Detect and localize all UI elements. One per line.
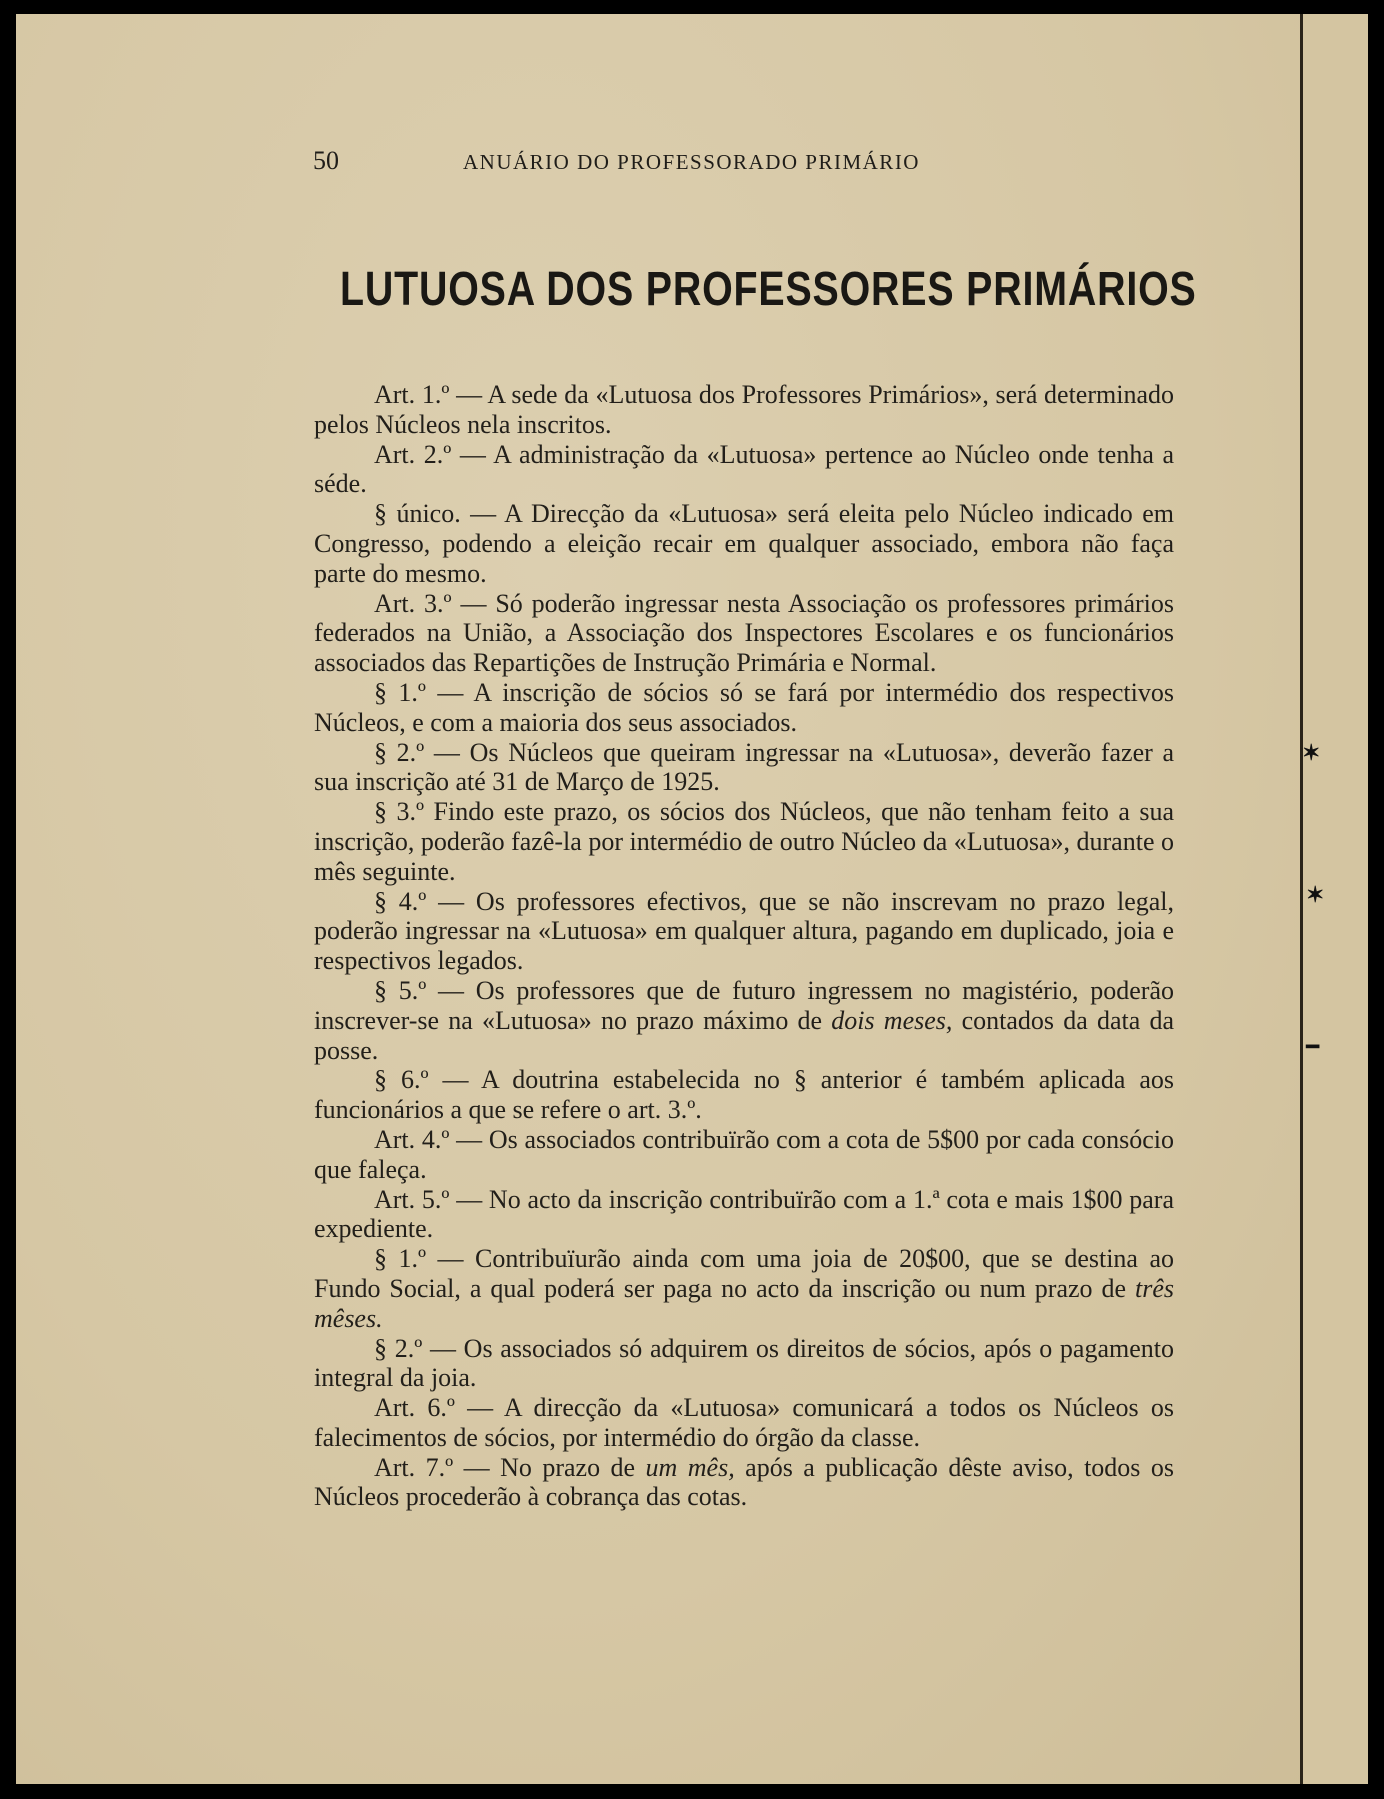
- paragraph: Art. 1.º — A sede da «Lutuosa dos Professores Primários», será determinado pelos Núcleos nela inscritos.: [314, 380, 1174, 439]
- running-title: ANUÁRIO DO PROFESSORADO PRIMÁRIO: [463, 150, 920, 174]
- paragraph: Art. 5.º — No acto da inscrição contribuïrão com a 1.ª cota e mais 1$00 para expediente.: [314, 1184, 1174, 1244]
- paragraph: § 1.º — A inscrição de sócios só se fará por intermédio dos respectivos Núcleos, e com a maioria dos seus associados.: [314, 677, 1174, 737]
- paragraph-text: § 1.º — Contribuïurão ainda com uma joia de 20$00, que se destina ao Fundo Social, a qual poderá ser paga no acto da inscrição ou num prazo de: [314, 1244, 1174, 1303]
- document-title: LUTUOSA DOS PROFESSORES PRIMÁRIOS: [340, 263, 1197, 316]
- paragraph: § único. — A Direcção da «Lutuosa» será eleita pelo Núcleo indicado em Congresso, podendo a eleição recair em qualquer associado, embora não faça parte do mesmo.: [314, 499, 1174, 588]
- paragraph-text: § 5.º — Os professores que de futuro ingressem no magistério, poderão inscrever-se na «Lutuosa» no prazo máximo de: [314, 975, 1174, 1035]
- paragraph: § 2.º — Os associados só adquirem os direitos de sócios, após o pagamento integral da joia.: [314, 1333, 1174, 1393]
- paragraph: [314, 1244, 1174, 1333]
- page-header: [313, 146, 1003, 176]
- paragraph: Art. 2.º — A administração da «Lutuosa» pertence ao Núcleo onde tenha a séde.: [314, 439, 1174, 499]
- paragraph-text: contados da data da posse.: [314, 1005, 1175, 1065]
- page-number: 50: [313, 146, 339, 175]
- paragraph: Art. 6.º — A direcção da «Lutuosa» comunicará a todos os Núcleos os falecimentos de sócios, por intermédio do órgão da classe.: [314, 1393, 1174, 1452]
- margin-mark: ━: [1306, 1034, 1320, 1059]
- paragraph: [314, 976, 1174, 1065]
- margin-mark: ✶: [1302, 740, 1321, 765]
- margin-mark: ✶: [1306, 882, 1325, 907]
- italic-text: um mês,: [645, 1452, 735, 1482]
- paragraph: § 6.º — A doutrina estabelecida no § anterior é também aplicada aos funcionários a que se refere o art. 3.º.: [314, 1065, 1174, 1125]
- paragraph: [314, 1453, 1174, 1513]
- document-body: [314, 380, 1174, 1512]
- paragraph: Art. 4.º — Os associados contribuïrão com a cota de 5$00 por cada consócio que faleça.: [314, 1124, 1174, 1184]
- scan-border: [1368, 14, 1384, 1799]
- paragraph: Art. 3.º — Só poderão ingressar nesta Associação os professores primários federados na União, a Associação dos Inspectores Escolares e os funcionários associados das Repartições de Instrução Primária e Normal.: [314, 588, 1174, 678]
- paragraph: § 3.º Findo este prazo, os sócios dos Núcleos, que não tenham feito a sua inscrição, poderão fazê-la por intermédio de outro Núcleo da «Lutuosa», durante o mês seguinte.: [314, 797, 1174, 886]
- paragraph: § 2.º — Os Núcleos que queiram ingressar na «Lutuosa», deverão fazer a sua inscrição até 31 de Março de 1925.: [314, 737, 1174, 797]
- paragraph-text: Art. 7.º — No prazo de: [374, 1452, 646, 1482]
- italic-text: dois meses,: [831, 1005, 953, 1035]
- paragraph-text: após a publicação dêste aviso, todos os Núcleos procederão à cobrança das cotas.: [314, 1452, 1174, 1512]
- paragraph: § 4.º — Os professores efectivos, que se não inscrevam no prazo legal, poderão ingressar na «Lutuosa» em qualquer altura, pagando em duplicado, joia e respectivos legados.: [314, 886, 1174, 976]
- italic-text: três mêses.: [314, 1273, 1174, 1333]
